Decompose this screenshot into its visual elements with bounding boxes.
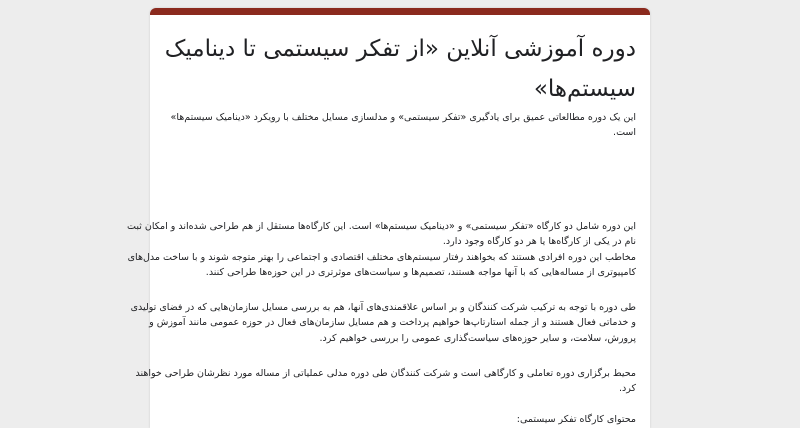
description-line: و خدماتی فعال هستند و از جمله استارتاپ‌ها خواهیم پرداخت و هم مسایل سازمان‌های فعال در حوزه عمومی مانند آموزش و: [149, 317, 636, 329]
description-line: این دوره شامل دو کارگاه «تفکر سیستمی» و «دینامیک سیستم‌ها» است. این کارگاه‌ها مستقل از هم طراحی شده‌اند و امکان ثبت: [127, 221, 636, 232]
description-paragraph-organizations: [130, 300, 636, 346]
description-line: نام در یکی از کارگاه‌ها یا هر دو کارگاه وجود دارد.: [442, 236, 636, 248]
description-line: پرورش، سلامت، و سایر حوزه‌های سیاست‌گذاری عمومی را بررسی خواهیم کرد.: [319, 332, 636, 344]
description-line: مخاطب این دوره افرادی هستند که بخواهند رفتار سیستم‌های مختلف اقتصادی و اجتماعی را بهتر متوجه شوند و با ساخت مدل‌های: [127, 251, 636, 263]
description-paragraph-environment: [135, 366, 636, 397]
description-line: کامپیوتری از مساله‌هایی که با آنها مواجه هستند، تصمیم‌ها و سیاست‌های موثرتری در این حوزه‌ها طراحی کنند.: [205, 266, 636, 278]
description-line: محتوای کارگاه تفکر سیستمی:: [516, 414, 636, 425]
form-card: [127, 8, 650, 428]
form-description: این یک دوره مطالعاتی عمیق برای یادگیری «تفکر سیستمی» و مدلسازی مسایل مختلف با رویکرد «دینامیک سیستم‌ها» است.: [170, 112, 636, 138]
description-line: محیط برگزاری دوره تعاملی و کارگاهی است و شرکت کنندگان طی دوره مدلی عملیاتی از مساله مورد نظرشان طراحی خواهند: [135, 368, 636, 379]
form-title: دوره آموزشی آنلاین «از تفکر سیستمی تا دینامیک سیستم‌ها»: [164, 36, 636, 102]
description-line: کرد.: [618, 383, 636, 395]
description-line: طی دوره با توجه به ترکیب شرکت کنندگان و بر اساس علاقمندی‌های آنها، هم به بررسی مسایل سازمان‌هایی که در فضای تولیدی: [130, 302, 636, 313]
description-paragraph-workshops: [127, 219, 636, 280]
